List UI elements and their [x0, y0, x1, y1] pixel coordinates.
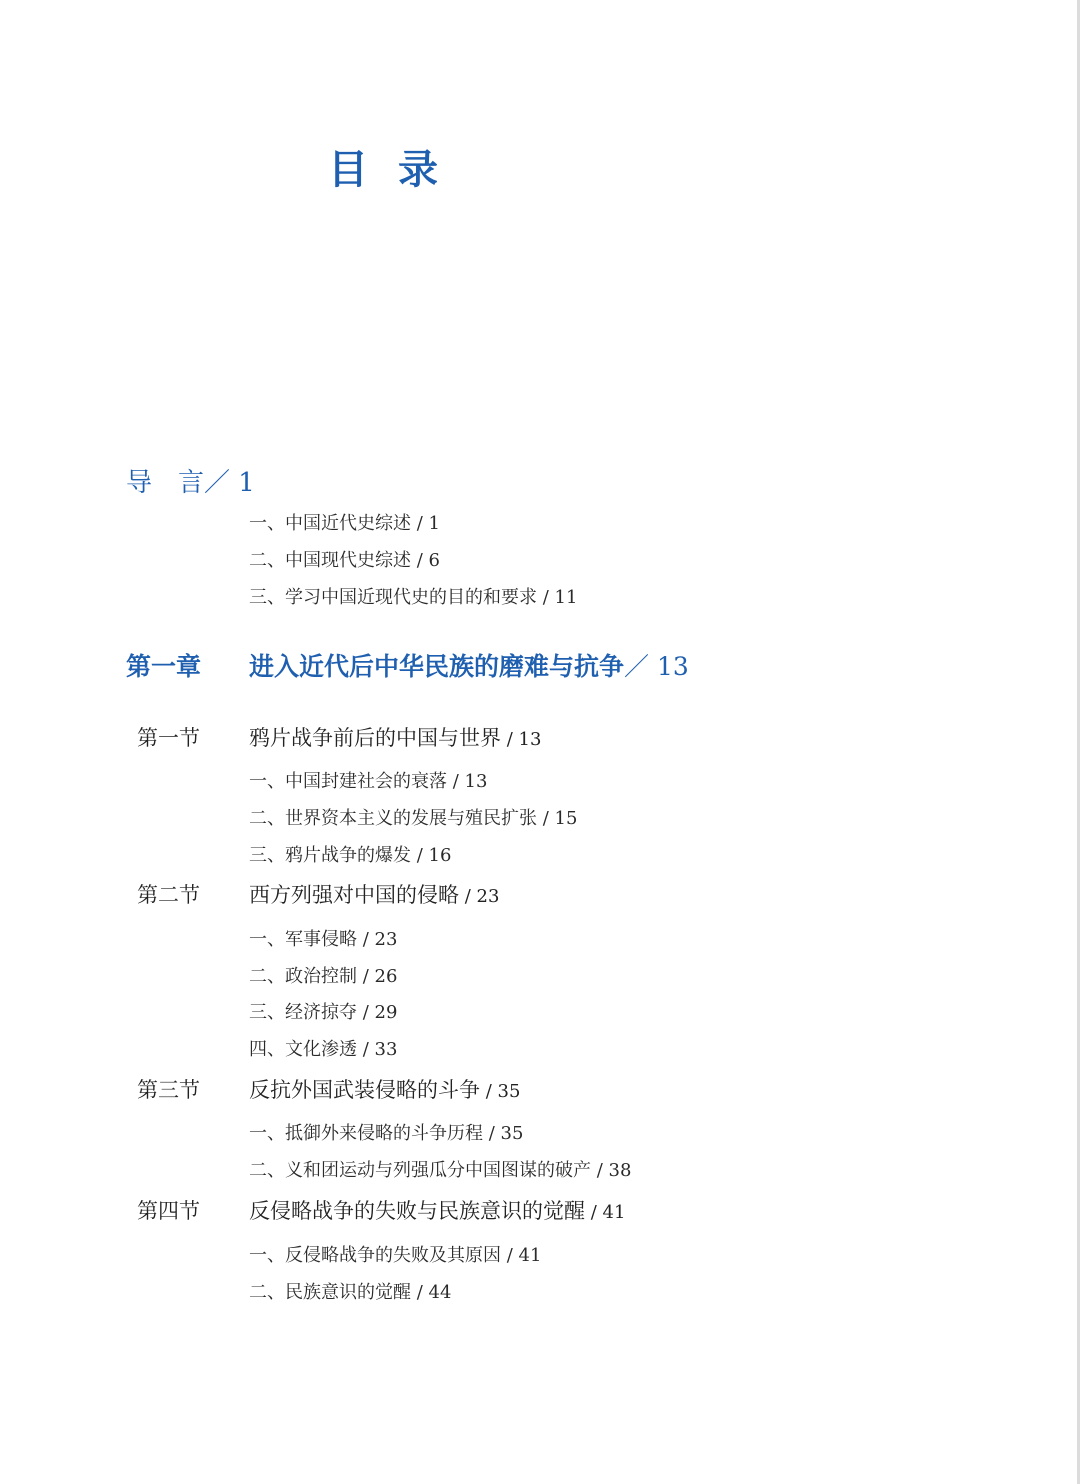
intro-item-1[interactable]: 一、中国近代史综述 / 1 — [249, 513, 440, 534]
section-number: 第二节 — [137, 883, 200, 907]
section-title-text: 反侵略战争的失败与民族意识的觉醒 — [249, 1199, 585, 1223]
section-page: / 35 — [480, 1081, 521, 1102]
section-title[interactable] — [249, 1195, 625, 1225]
section-page: / 13 — [501, 729, 542, 750]
section-item[interactable]: 一、军事侵略 / 23 — [249, 929, 398, 950]
intro-item-3[interactable]: 三、学习中国近现代史的目的和要求 / 11 — [249, 587, 578, 608]
section-item[interactable]: 三、鸦片战争的爆发 / 16 — [249, 845, 452, 866]
section-number: 第三节 — [137, 1078, 200, 1102]
page-title: 目录 — [328, 146, 468, 193]
section-page: / 23 — [459, 886, 500, 907]
section-item[interactable]: 三、经济掠夺 / 29 — [249, 1002, 398, 1023]
chapter-page: ／ 13 — [624, 652, 689, 681]
section-number: 第一节 — [137, 726, 200, 750]
chapter-number: 第一章 — [126, 652, 202, 681]
section-item[interactable]: 二、民族意识的觉醒 / 44 — [249, 1282, 452, 1303]
section-item[interactable]: 二、义和团运动与列强瓜分中国图谋的破产 / 38 — [249, 1160, 632, 1181]
intro-heading[interactable] — [126, 462, 255, 499]
intro-page: ／ 1 — [204, 468, 255, 498]
section-item[interactable]: 二、政治控制 / 26 — [249, 966, 398, 987]
section-number: 第四节 — [137, 1199, 200, 1223]
section-item[interactable]: 四、文化渗透 / 33 — [249, 1039, 398, 1060]
section-page: / 41 — [585, 1202, 626, 1223]
section-item[interactable]: 二、世界资本主义的发展与殖民扩张 / 15 — [249, 808, 578, 829]
section-title-text: 鸦片战争前后的中国与世界 — [249, 726, 501, 750]
section-item[interactable]: 一、反侵略战争的失败及其原因 / 41 — [249, 1245, 542, 1266]
chapter-title: 进入近代后中华民族的磨难与抗争 — [249, 652, 625, 681]
section-title-text: 西方列强对中国的侵略 — [249, 883, 459, 907]
section-title-text: 反抗外国武装侵略的斗争 — [249, 1078, 480, 1102]
section-title[interactable] — [249, 1074, 520, 1104]
intro-label: 导 言 — [126, 468, 205, 498]
intro-item-2[interactable]: 二、中国现代史综述 / 6 — [249, 550, 440, 571]
section-item[interactable]: 一、中国封建社会的衰落 / 13 — [249, 771, 488, 792]
section-title[interactable] — [249, 879, 499, 909]
section-title[interactable] — [249, 722, 541, 752]
chapter-heading[interactable] — [249, 647, 689, 683]
section-item[interactable]: 一、抵御外来侵略的斗争历程 / 35 — [249, 1123, 524, 1144]
